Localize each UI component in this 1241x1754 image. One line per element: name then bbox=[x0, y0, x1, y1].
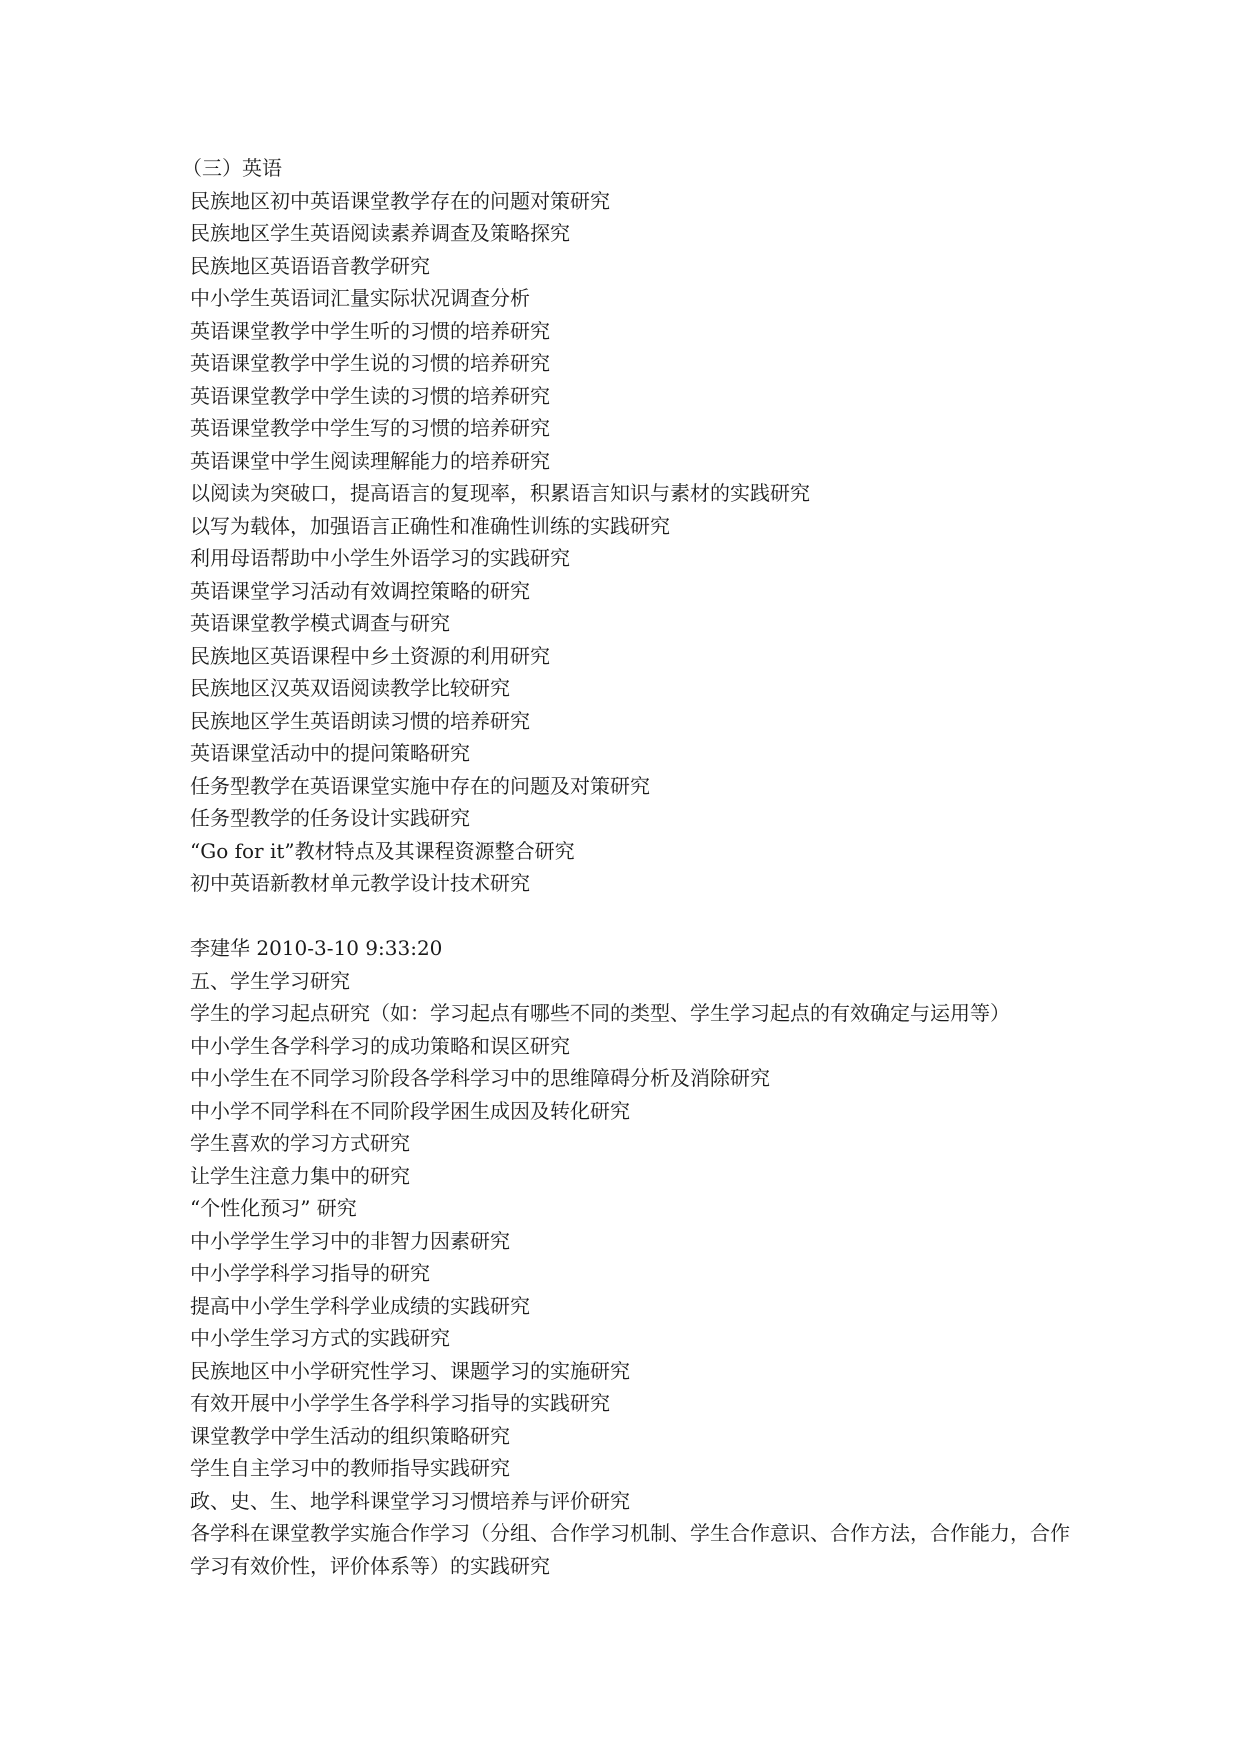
list-item: 英语课堂教学中学生听的习惯的培养研究 bbox=[190, 318, 550, 343]
list-item: “Go for it”教材特点及其课程资源整合研究 bbox=[190, 838, 575, 863]
list-item: 中小学生各学科学习的成功策略和误区研究 bbox=[190, 1033, 570, 1058]
list-item: 各学科在课堂教学实施合作学习（分组、合作学习机制、学生合作意识、合作方法，合作能力，合作学习有效价性，评价体系等）的实践研究 bbox=[190, 1521, 1070, 1578]
list-item: 民族地区初中英语课堂教学存在的问题对策研究 bbox=[190, 188, 610, 213]
list-item: 中小学生在不同学习阶段各学科学习中的思维障碍分析及消除研究 bbox=[190, 1066, 770, 1090]
list-item: 提高中小学生学科学业成绩的实践研究 bbox=[190, 1293, 530, 1318]
list-item: 英语课堂教学中学生读的习惯的培养研究 bbox=[190, 383, 550, 408]
list-item: 学生自主学习中的教师指导实践研究 bbox=[190, 1456, 510, 1480]
list-item: 任务型教学在英语课堂实施中存在的问题及对策研究 bbox=[190, 773, 650, 798]
list-item: 让学生注意力集中的研究 bbox=[190, 1163, 410, 1188]
list-item: 初中英语新教材单元教学设计技术研究 bbox=[190, 871, 530, 895]
list-item: 英语课堂中学生阅读理解能力的培养研究 bbox=[190, 448, 550, 473]
list-item: 英语课堂活动中的提问策略研究 bbox=[190, 741, 470, 765]
list-item: 英语课堂学习活动有效调控策略的研究 bbox=[190, 578, 530, 603]
list-item: 英语课堂教学中学生写的习惯的培养研究 bbox=[190, 416, 550, 440]
list-item: 中小学不同学科在不同阶段学困生成因及转化研究 bbox=[190, 1098, 630, 1123]
document-body bbox=[182, 152, 1070, 1582]
list-item: 中小学生英语词汇量实际状况调查分析 bbox=[190, 286, 530, 310]
list-item: 民族地区英语语音教学研究 bbox=[190, 253, 430, 278]
list-item: 民族地区中小学研究性学习、课题学习的实施研究 bbox=[190, 1358, 630, 1383]
list-item: 民族地区学生英语阅读素养调查及策略探究 bbox=[190, 221, 570, 245]
section-heading-english: （三）英语 bbox=[182, 156, 282, 180]
list-item: 民族地区英语课程中乡土资源的利用研究 bbox=[190, 643, 550, 668]
list-item: 民族地区汉英双语阅读教学比较研究 bbox=[190, 676, 510, 700]
list-item: 学生的学习起点研究（如：学习起点有哪些不同的类型、学生学习起点的有效确定与运用等） bbox=[190, 1001, 1010, 1025]
blank-line bbox=[190, 900, 1070, 933]
list-item: 中小学学科学习指导的研究 bbox=[190, 1261, 430, 1285]
list-item: 中小学生学习方式的实践研究 bbox=[190, 1326, 450, 1350]
list-item: 以阅读为突破口，提高语言的复现率，积累语言知识与素材的实践研究 bbox=[190, 481, 810, 505]
author-timestamp: 李建华 2010-3-10 9:33:20 bbox=[190, 936, 443, 960]
list-item: “个性化预习” 研究 bbox=[190, 1196, 357, 1220]
list-item: 利用母语帮助中小学生外语学习的实践研究 bbox=[190, 546, 570, 570]
list-item: 课堂教学中学生活动的组织策略研究 bbox=[190, 1423, 510, 1448]
list-item: 有效开展中小学学生各学科学习指导的实践研究 bbox=[190, 1391, 610, 1415]
list-item: 英语课堂教学模式调查与研究 bbox=[190, 611, 450, 635]
section-heading-learning: 五、学生学习研究 bbox=[190, 968, 350, 993]
list-item: 民族地区学生英语朗读习惯的培养研究 bbox=[190, 708, 530, 733]
list-item: 中小学学生学习中的非智力因素研究 bbox=[190, 1228, 510, 1253]
list-item: 学生喜欢的学习方式研究 bbox=[190, 1131, 410, 1155]
list-item: 政、史、生、地学科课堂学习习惯培养与评价研究 bbox=[190, 1488, 630, 1513]
list-item: 以写为载体，加强语言正确性和准确性训练的实践研究 bbox=[190, 513, 670, 538]
list-item: 英语课堂教学中学生说的习惯的培养研究 bbox=[190, 351, 550, 375]
list-item: 任务型教学的任务设计实践研究 bbox=[190, 806, 470, 830]
